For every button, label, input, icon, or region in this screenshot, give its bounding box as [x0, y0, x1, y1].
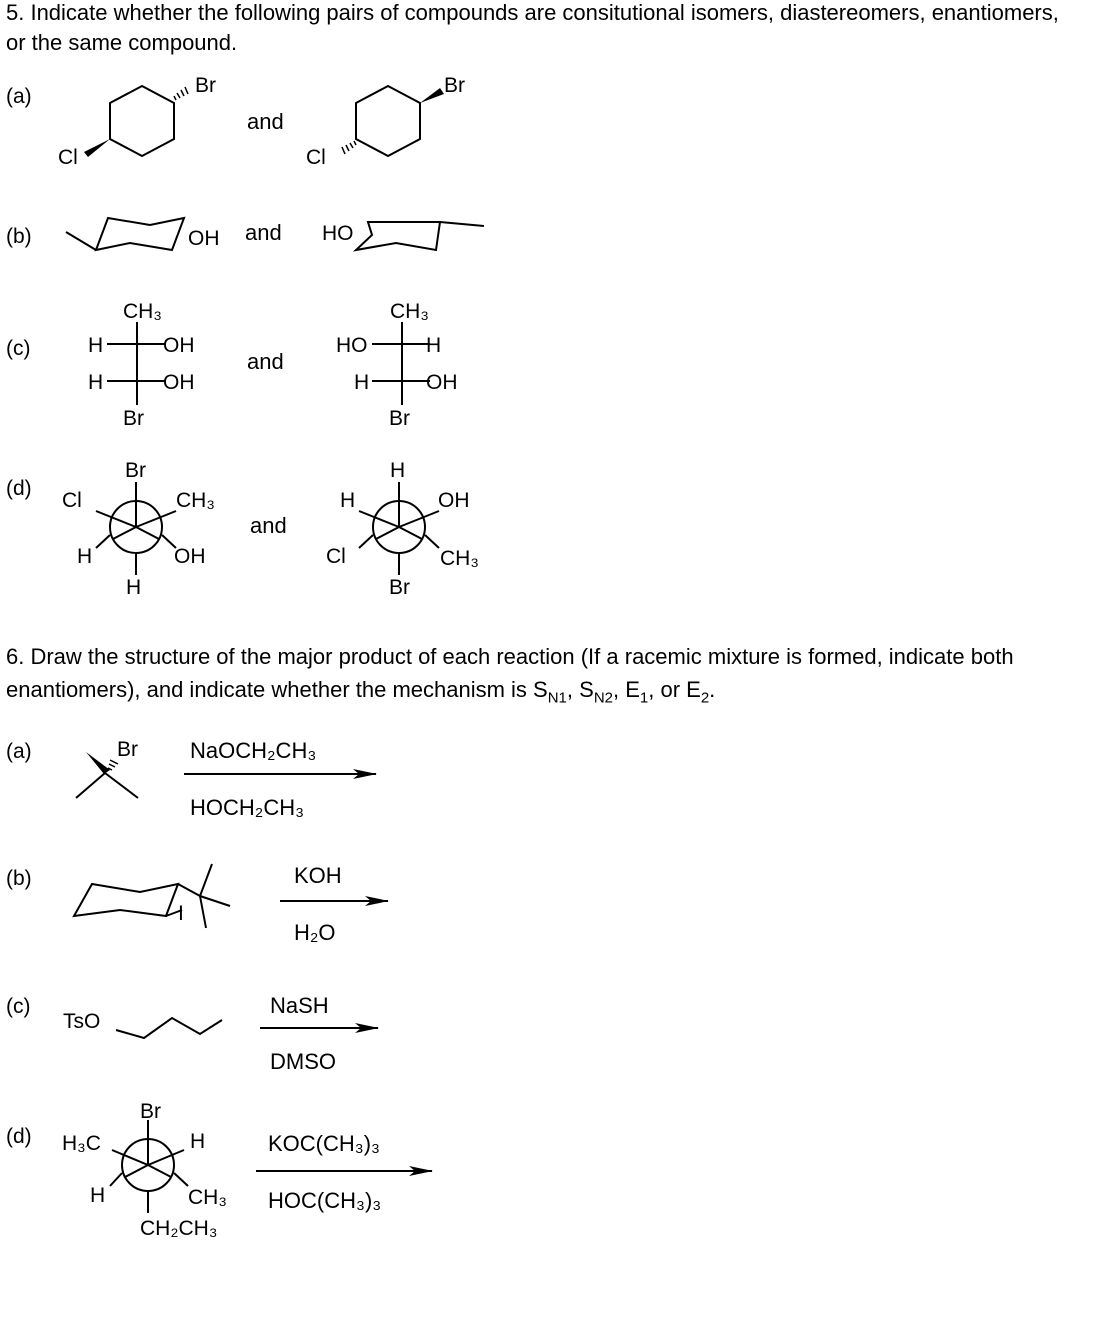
q5b-left-oh: OH — [188, 227, 220, 250]
reagent-a-bottom: HOCH₂CH₃ — [190, 795, 305, 820]
and-text-a: and — [247, 109, 284, 134]
q5d-right-h1: H — [390, 459, 406, 482]
reagent-c-top: NaSH — [270, 993, 329, 1018]
q5-label-b: (b) — [6, 225, 32, 248]
q5c-left-oh2: OH — [163, 371, 195, 394]
q5d-right-ch3: CH₃ — [440, 547, 479, 570]
q6-text-main: 6. Draw the structure of the major product of each reaction (If a racemic mixture is formed, indicate both enantiomers), and indicate whether the mechanism is S — [6, 644, 1014, 702]
q5c-right-oh: OH — [426, 371, 458, 394]
reagent-d-top: KOC(CH₃)₃ — [268, 1131, 381, 1156]
q5-label-c: (c) — [6, 337, 31, 360]
q6a-molecule — [76, 738, 138, 798]
q5a-left-molecule — [58, 74, 216, 169]
q5d-left-cl: Cl — [62, 489, 82, 512]
reagent-b-top: KOH — [294, 863, 342, 888]
q6c-tso: TsO — [63, 1010, 101, 1033]
q5b-right-chair — [322, 222, 484, 250]
q6d-br: Br — [140, 1100, 161, 1123]
q6-label-b: (b) — [6, 867, 32, 890]
q5d-left-newman — [62, 459, 215, 599]
q5a-right-br: Br — [444, 74, 465, 97]
q5a-right-cl: Cl — [306, 146, 326, 169]
q5d-right-cl: Cl — [326, 545, 346, 568]
q5c-left-h2: H — [88, 371, 104, 394]
q5d-left-ch3: CH₃ — [176, 489, 215, 512]
question-5-text: 5. Indicate whether the following pairs of compounds are consitutional isomers, diastereomers, enantiomers, or the same compound. — [6, 0, 1059, 55]
q5b-right-ho: HO — [322, 222, 354, 245]
q5a-right-molecule — [306, 74, 465, 169]
q5c-left-h1: H — [88, 334, 104, 357]
q6-label-d: (d) — [6, 1125, 32, 1148]
q6b-molecule — [74, 864, 230, 928]
q6d-h1: H — [190, 1130, 206, 1153]
q5d-left-h2: H — [126, 576, 142, 599]
q6d-ch3: CH₃ — [188, 1186, 227, 1209]
q5a-left-br: Br — [195, 74, 216, 97]
q6-end: . — [709, 677, 716, 702]
q5c-right-fischer — [336, 300, 458, 430]
q6-sep2: , E — [613, 677, 640, 702]
q6-sep1: , S — [566, 677, 594, 702]
q5c-left-br: Br — [123, 407, 144, 430]
q5c-left-oh1: OH — [163, 334, 195, 357]
q6d-newman — [62, 1100, 227, 1240]
q5c-right-br: Br — [389, 407, 410, 430]
q5d-left-oh: OH — [174, 545, 206, 568]
q5d-left-h1: H — [77, 545, 93, 568]
q5c-left-ch3: CH₃ — [123, 300, 162, 323]
q6-label-c: (c) — [6, 995, 31, 1018]
reagent-c-bottom: DMSO — [270, 1049, 336, 1074]
reagent-a-top: NaOCH₂CH₃ — [190, 738, 317, 763]
q5a-left-cl: Cl — [58, 146, 78, 169]
q6a-br: Br — [117, 738, 138, 761]
q6-sub-n2: N2 — [593, 689, 613, 707]
q5c-right-h2: H — [354, 371, 370, 394]
q5b-left-chair — [66, 218, 220, 250]
q6-sub-1: 1 — [639, 689, 649, 707]
q5-label-d: (d) — [6, 477, 32, 500]
and-text-c: and — [247, 349, 284, 374]
q6d-h3c: H₃C — [62, 1132, 101, 1155]
q5d-right-br: Br — [389, 576, 410, 599]
q5d-right-oh: OH — [438, 489, 470, 512]
q6-sub-n1: N1 — [547, 689, 567, 707]
q5c-right-h1: H — [426, 334, 442, 357]
reagent-d-bottom: HOC(CH₃)₃ — [268, 1188, 382, 1213]
q5-label-a: (a) — [6, 85, 32, 108]
q5d-right-h2: H — [340, 489, 356, 512]
q6-sub-2: 2 — [700, 689, 710, 707]
and-text-b: and — [245, 220, 282, 245]
and-text-d: and — [250, 513, 287, 538]
q6d-h2: H — [90, 1184, 106, 1207]
q6c-molecule — [63, 1010, 222, 1038]
q6-sep3: , or E — [648, 677, 701, 702]
q5c-right-ch3: CH₃ — [390, 300, 429, 323]
q6-label-a: (a) — [6, 740, 32, 763]
q5d-left-br: Br — [125, 459, 146, 482]
reagent-b-bottom: H₂O — [294, 920, 336, 945]
q5d-right-newman — [326, 459, 479, 599]
q5c-left-fischer — [88, 300, 195, 430]
q6d-ch2ch3: CH₂CH₃ — [140, 1217, 218, 1240]
q6b-iodine: I — [178, 902, 184, 925]
q5c-right-ho: HO — [336, 334, 368, 357]
